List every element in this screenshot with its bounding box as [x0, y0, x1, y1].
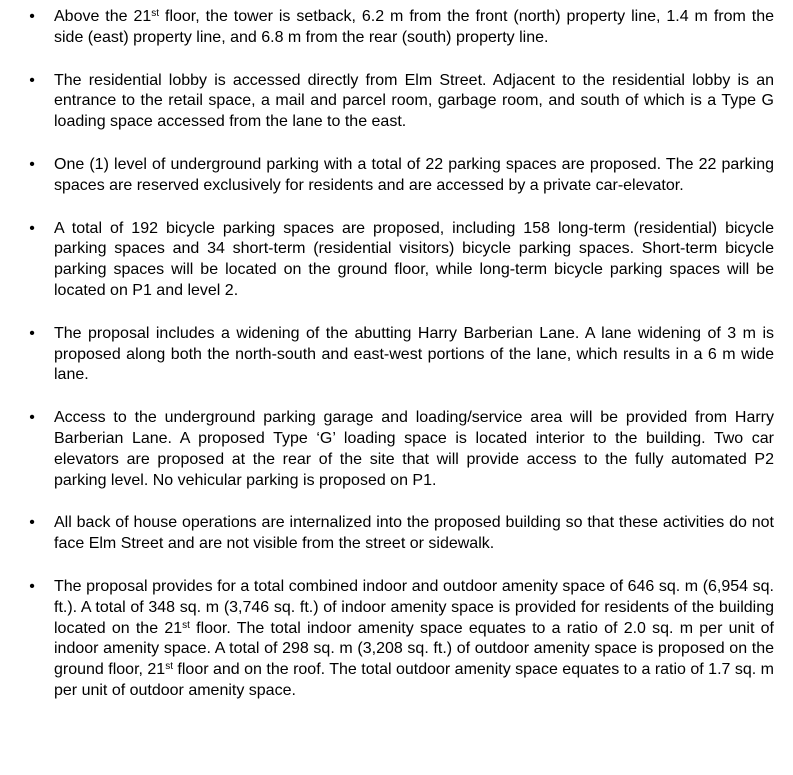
paragraph-text — [54, 219, 774, 302]
ordinal-suffix: st — [165, 661, 173, 673]
bullet-item — [0, 7, 793, 49]
bullet-item — [0, 219, 793, 302]
bullet-item — [0, 408, 793, 491]
text-run: floor and on the roof. The total outdoor amenity space equates to a ratio of 1.7 sq. m per unit of outdoor amenity space. — [54, 661, 774, 699]
text-run: The proposal provides for a total combined indoor and outdoor amenity space of 646 sq. m (6,954 sq. ft.). A total of 348 sq. m (3,746 sq. ft.) of indoor amenity space is provided for residents of the building located on the 21 — [54, 577, 774, 637]
bullet-marker: • — [29, 219, 35, 237]
bullet-marker: • — [29, 324, 35, 342]
bullet-marker: • — [29, 155, 35, 173]
text-run: One (1) level of underground parking with a total of 22 parking spaces are proposed. The 22 parking spaces are reserved exclusively for residents and are accessed by a private car-elevator. — [54, 155, 774, 194]
paragraph-text — [54, 324, 774, 386]
text-run: floor, the tower is setback, 6.2 m from the front (north) property line, 1.4 m from the side (east) property line, and 6.8 m from the rear (south) property line. — [54, 8, 775, 46]
bullet-item — [0, 324, 793, 386]
bullet-marker: • — [29, 577, 35, 595]
paragraph-text — [54, 408, 774, 491]
bullet-marker: • — [29, 514, 35, 532]
bullet-list — [0, 7, 793, 724]
bullet-item — [0, 577, 793, 702]
paragraph-text — [54, 7, 774, 49]
bullet-marker: • — [29, 71, 35, 89]
text-run: Access to the underground parking garage and loading/service area will be provided from Harry Barberian Lane. A proposed Type ‘G’ loading space is located interior to the building. Two car elevators are proposed at the rear of the site that will provide access to the fully automated P2 parking level. No vehicular parking is proposed on P1. — [54, 409, 774, 489]
text-run: The proposal includes a widening of the abutting Harry Barberian Lane. A lane widening of 3 m is proposed along both the north-south and east-west portions of the lane, which results in a 6 m wide lane. — [54, 324, 774, 384]
text-run: A total of 192 bicycle parking spaces are proposed, including 158 long-term (residential) bicycle parking spaces and 34 short-term (residential visitors) bicycle parking spaces. Short-term bicycle parking spaces will be located on the ground floor, while long-term bicycle parking spaces will be located on P1 and level 2. — [54, 219, 774, 299]
text-run: Above the 21 — [54, 8, 152, 25]
text-run: All back of house operations are internalized into the proposed building so that these activities do not face Elm Street and are not visible from the street or sidewalk. — [54, 514, 774, 553]
bullet-item — [0, 513, 793, 555]
text-run: The residential lobby is accessed directly from Elm Street. Adjacent to the residential lobby is an entrance to the retail space, a mail and parcel room, garbage room, and south of which is a Type G loading space accessed from the lane to the east. — [54, 71, 774, 131]
paragraph-text — [54, 71, 774, 133]
paragraph-text — [54, 155, 774, 197]
bullet-item — [0, 71, 793, 133]
bullet-item — [0, 155, 793, 197]
paragraph-text — [54, 513, 774, 555]
ordinal-suffix: st — [151, 8, 160, 19]
text-run: floor. The total indoor amenity space equates to a ratio of 2.0 sq. m per unit of indoor amenity space. A total of 298 sq. m (3,208 sq. ft.) of outdoor amenity space is proposed on the ground floor, 21 — [54, 619, 775, 679]
ordinal-suffix: st — [182, 619, 190, 631]
paragraph-text — [54, 577, 774, 702]
bullet-marker: • — [29, 409, 35, 427]
bullet-marker: • — [29, 8, 35, 25]
